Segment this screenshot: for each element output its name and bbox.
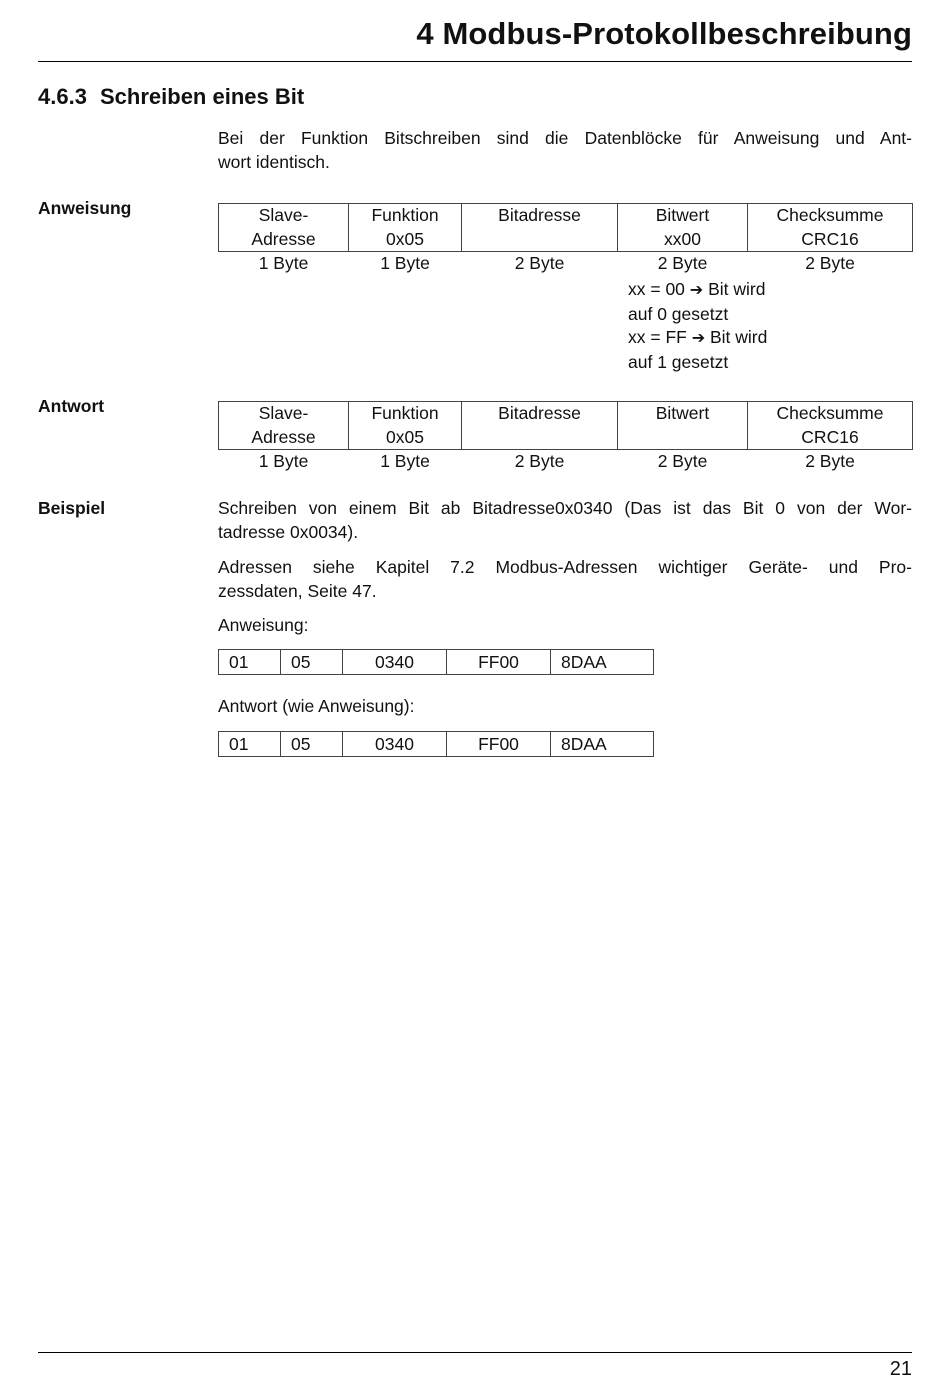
example-cell: 05 (281, 650, 343, 675)
byte-size: 1 Byte (258, 253, 309, 273)
note-line: xx = 00 ➔ Bit wird (628, 279, 766, 299)
example-cell: 8DAA (551, 650, 654, 675)
byte-size: 2 Byte (514, 253, 565, 273)
example-cell: FF00 (447, 732, 551, 757)
anweisung-frame-header-row (219, 204, 913, 252)
checksum-cell: Checksumme CRC16 (748, 402, 913, 450)
beispiel-label: Beispiel (38, 498, 106, 518)
chapter-title: 4 Modbus-Protokollbeschreibung (416, 16, 912, 51)
bitaddress-cell: Bitadresse (462, 402, 618, 450)
byte-size: 2 Byte (514, 451, 565, 471)
beispiel-text-line: tadresse 0x0034). (218, 521, 359, 542)
slave-address-cell: Slave- Adresse (219, 204, 349, 252)
example-cell: 05 (281, 732, 343, 757)
intro-paragraph (218, 127, 912, 174)
byte-size: 2 Byte (657, 451, 708, 471)
slave-address-cell: Slave- Adresse (219, 402, 349, 450)
intro-line-2: wort identisch. (218, 151, 330, 172)
instruction-example-table (218, 649, 654, 675)
section-heading (38, 84, 304, 110)
example-cell: 01 (219, 732, 281, 757)
note-line: xx = FF ➔ Bit wird (628, 327, 768, 347)
note-line: auf 0 gesetzt (628, 303, 729, 324)
byte-size: 1 Byte (258, 451, 309, 471)
byte-size: 2 Byte (805, 451, 855, 471)
antwort-label: Antwort (38, 396, 105, 416)
bitaddress-cell: Bitadresse (462, 204, 618, 252)
function-cell: Funktion 0x05 (349, 204, 462, 252)
example-cell: 01 (219, 650, 281, 675)
response-label: Antwort (wie Anweisung): (218, 696, 415, 716)
instruction-label: Anweisung: (218, 615, 309, 635)
bitvalue-cell: Bitwert xx00 (618, 204, 748, 252)
byte-size: 2 Byte (657, 253, 708, 273)
section-title: Schreiben eines Bit (100, 84, 305, 109)
beispiel-text-line: Schreiben von einem Bit ab Bitadresse0x0340 (Das ist das Bit 0 von der Wor- (218, 498, 912, 518)
section-number: 4.6.3 (38, 84, 87, 109)
response-example-table (218, 731, 654, 757)
instruction-example-row (219, 650, 654, 675)
note-line: auf 1 gesetzt (628, 351, 729, 372)
bitvalue-cell: Bitwert (618, 402, 748, 450)
byte-size: 1 Byte (380, 451, 430, 471)
header-rule (38, 61, 912, 62)
anweisung-byte-row (219, 252, 913, 277)
function-cell: Funktion 0x05 (349, 402, 462, 450)
example-cell: FF00 (447, 650, 551, 675)
byte-size: 1 Byte (380, 253, 430, 273)
checksum-cell: Checksumme CRC16 (748, 204, 913, 252)
arrow-right-icon: ➔ (689, 282, 704, 299)
anweisung-frame-table (218, 203, 913, 276)
beispiel-text-line: zessdaten, Seite 47. (218, 580, 377, 601)
beispiel-paragraph-1 (218, 497, 912, 544)
intro-line-1: Bei der Funktion Bitschreiben sind die Datenblöcke für Anweisung und Ant- (218, 128, 912, 148)
example-cell: 0340 (343, 650, 447, 675)
footer-rule (38, 1352, 912, 1353)
byte-size: 2 Byte (805, 253, 855, 273)
beispiel-text-line: Adressen siehe Kapitel 7.2 Modbus-Adressen wichtiger Geräte- und Pro- (218, 557, 912, 577)
page-number: 21 (889, 1358, 912, 1380)
beispiel-paragraph-2 (218, 556, 912, 603)
anweisung-label: Anweisung (38, 198, 132, 218)
antwort-frame-table (218, 401, 913, 474)
response-example-row (219, 732, 654, 757)
bitvalue-note (628, 278, 767, 374)
example-cell: 8DAA (551, 732, 654, 757)
example-cell: 0340 (343, 732, 447, 757)
antwort-byte-row (219, 450, 913, 475)
antwort-frame-header-row (219, 402, 913, 450)
arrow-right-icon: ➔ (691, 330, 706, 347)
